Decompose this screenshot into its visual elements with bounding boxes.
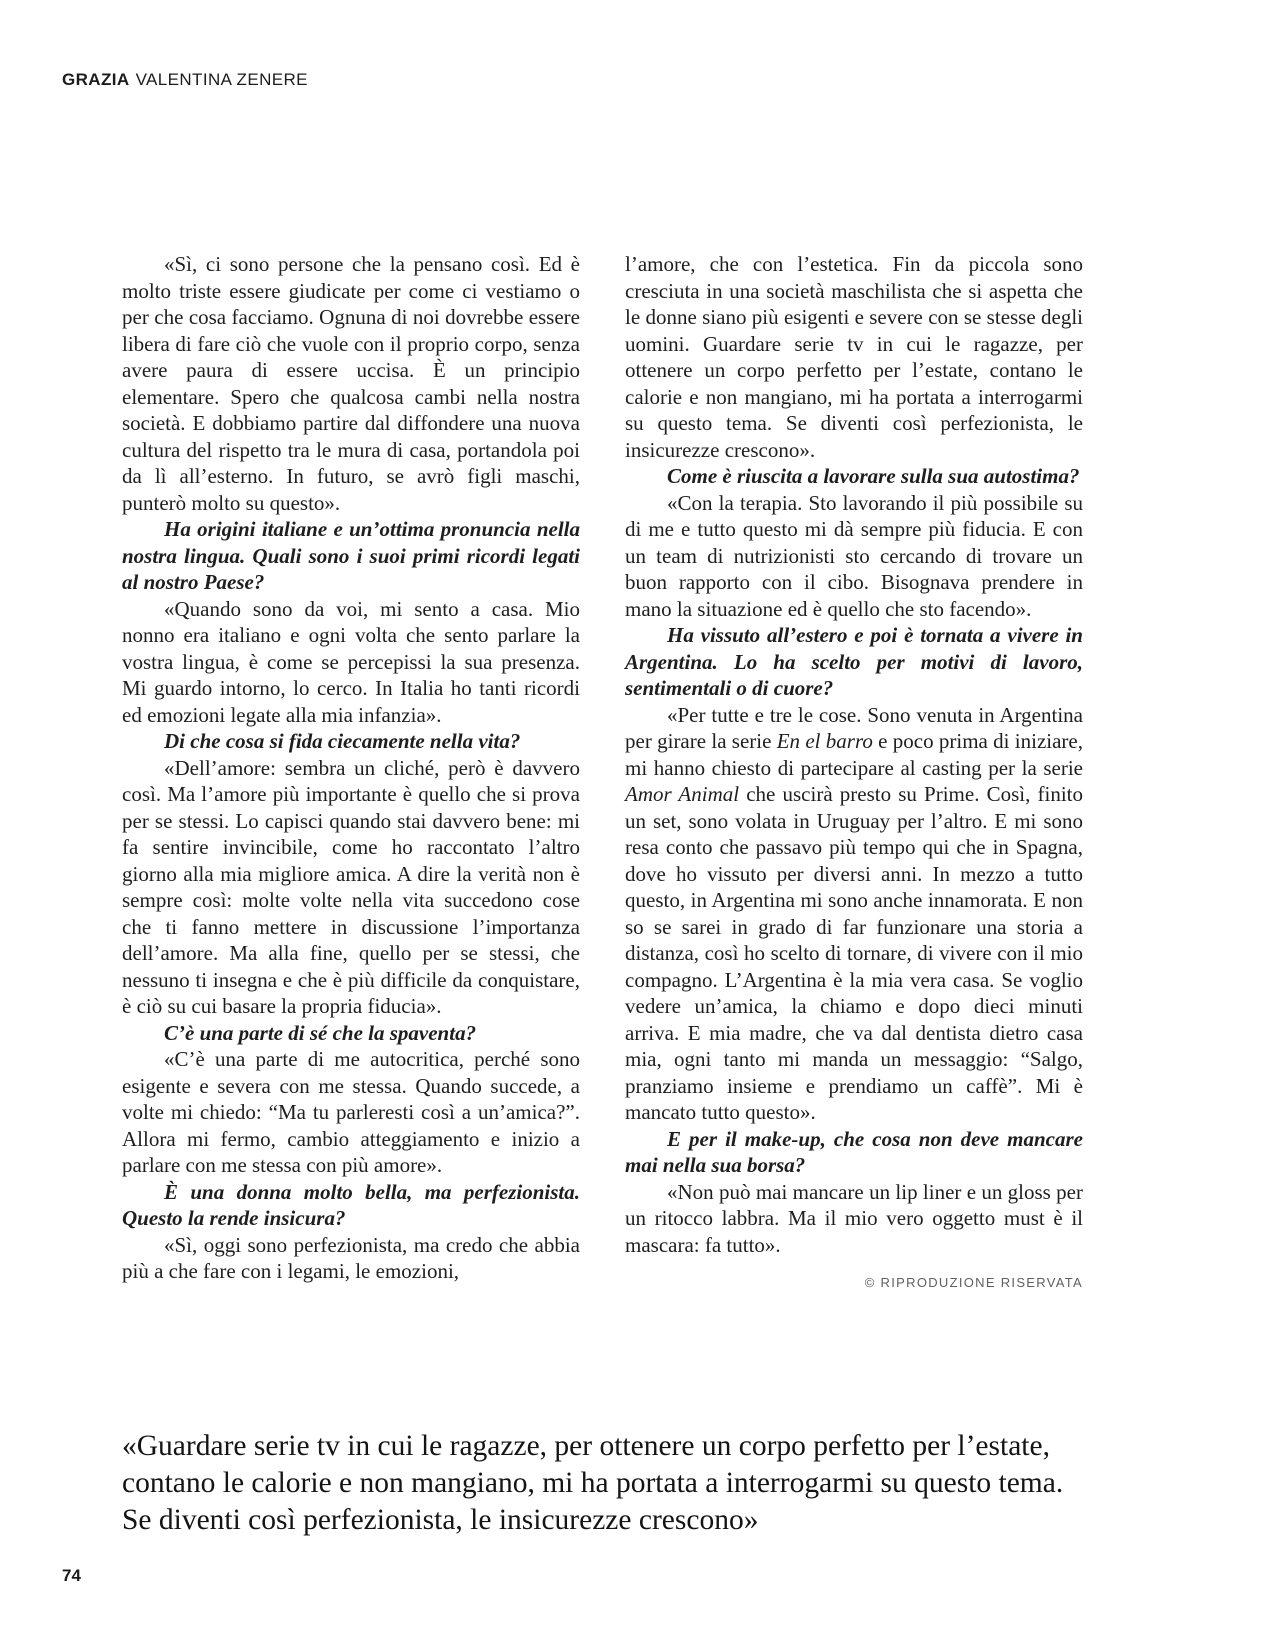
interview-answer: «C’è una parte di me autocritica, perché sono esigente e severa con me stessa. Quando succede, a volte mi chiedo: “Ma tu parleresti così a un’amica?”. Allora mi fermo, cambio atteggiamento e inizio a parlare con me stessa con più amore». xyxy=(122,1047,580,1177)
interview-answer xyxy=(625,702,1083,1126)
pull-quote: «Guardare serie tv in cui le ragazze, per ottenere un corpo perfetto per l’estate, contano le calorie e non mangiano, mi ha portata a interrogarmi su questo tema. Se diventi così perfezionista, le insicurezze crescono» xyxy=(122,1430,1064,1536)
interview-question: C’è una parte di sé che la spaventa? xyxy=(164,1020,477,1045)
interview-answer: «Non può mai mancare un lip liner e un gloss per un ritocco labbra. Ma il mio vero oggetto must è il mascara: fa tutto». xyxy=(625,1179,1083,1257)
series-title-en-el-barro: En el barro xyxy=(776,729,873,753)
interview-question: Come è riuscita a lavorare sulla sua autostima? xyxy=(667,464,1080,488)
interview-question: E per il make-up, che cosa non deve mancare mai nella sua borsa? xyxy=(625,1126,1083,1177)
interview-answer: l’amore, che con l’estetica. Fin da piccola sono cresciuta in una società maschilista che si aspetta che le donne siano più esigenti e severe con se stesse degli uomini. Guardare serie tv in cui le ragazze, per ottenere un corpo perfetto per l’estate, contano le calorie e non mangiano, mi ha portata a interrogarmi su questo tema. Se diventi così perfezionista, le insicurezze crescono». xyxy=(625,252,1083,462)
magazine-brand: GRAZIA xyxy=(62,70,130,89)
article-subject: VALENTINA ZENERE xyxy=(135,70,308,89)
interview-question: Ha vissuto all’estero e poi è tornata a vivere in Argentina. Lo ha scelto per motivi di lavoro, sentimentali o di cuore? xyxy=(625,623,1083,700)
series-title-amor-animal: Amor Animal xyxy=(625,782,740,806)
interview-answer: «Con la terapia. Sto lavorando il più possibile su di me e tutto questo mi dà sempre più fiducia. E con un team di nutrizionisti sto cercando di trovare un buon rapporto con il cibo. Bisognava prendere in mano la situazione ed è quello che sto facendo». xyxy=(625,490,1083,621)
reproduction-notice: © RIPRODUZIONE RISERVATA xyxy=(864,1275,1083,1290)
interview-answer: «Sì, oggi sono perfezionista, ma credo che abbia più a che fare con i legami, le emozioni, xyxy=(122,1232,580,1283)
article-left-column xyxy=(122,251,580,1297)
interview-answer: «Dell’amore: sembra un cliché, però è davvero così. Ma l’amore più importante è quello che si prova per se stessi. Lo capisci quando stai davvero bene: mi fa sentire invincibile, come ho raccontato l’altro giorno alla mia migliore amica. A dire la verità non è sempre così: molte volte nella vita succedono cose che ti fanno mettere in discussione l’importanza dell’amore. Ma alla fine, quello per se stessi, che nessuno ti insegna e che è più difficile da conquistare, è ciò su cui basare la propria fiducia». xyxy=(122,755,580,1018)
interview-answer: «Sì, ci sono persone che la pensano così. Ed è molto triste essere giudicate per come ci vestiamo o per che cosa facciamo. Ognuna di noi dovrebbe essere libera di fare ciò che vuole con il proprio corpo, senza avere paura di essere uccisa. È un principio elementare. Spero che qualcosa cambi nella nostra società. E dobbiamo partire dal diffondere una nuova cultura del rispetto tra le mura di casa, portandola poi da lì all’esterno. In futuro, se avrò figli maschi, punterò molto su questo». xyxy=(122,252,580,515)
page-header xyxy=(62,70,308,90)
interview-question: Ha origini italiane e un’ottima pronuncia nella nostra lingua. Quali sono i suoi primi ricordi legati al nostro Paese? xyxy=(122,517,580,594)
article-right-column xyxy=(625,251,1083,1297)
answer-text: che uscirà presto su Prime. Così, finito un set, sono volata in Uruguay per l’altro. E mi sono resa conto che passavo più tempo qui che in Spagna, dove ho vissuto per diversi anni. In mezzo a tutto questo, in Argentina mi sono anche innamorata. E non so se sarei in grado di far funzionare una storia a distanza, così ho scelto di tornare, di vivere con il mio compagno. L’Argentina è la mia vera casa. Se voglio vedere un’amica, la chiamo e dopo dieci minuti arriva. E mia madre, che va dal dentista dietro casa mia, ogni tanto mi manda un messaggio: “Salgo, pranziamo insieme e prendiamo un caffè”. Mi è mancato tutto questo». xyxy=(625,782,1083,1124)
answer-text: e poco prima di iniziare, mi hanno chiesto di partecipare al casting per la serie xyxy=(625,729,1083,780)
answer-text: «Per tutte e tre le cose. Sono venuta in Argentina per girare la serie xyxy=(625,702,1083,753)
interview-answer: «Quando sono da voi, mi sento a casa. Mio nonno era italiano e ogni volta che sento parlare la vostra lingua, è come se percepissi la sua presenza. Mi guardo intorno, lo cerco. In Italia ho tanti ricordi ed emozioni legate alla mia infanzia». xyxy=(122,596,580,727)
page-number: 74 xyxy=(62,1566,81,1585)
interview-question: È una donna molto bella, ma perfezionista. Questo la rende insicura? xyxy=(122,1179,580,1230)
article-body xyxy=(122,251,1084,1297)
interview-question: Di che cosa si fida ciecamente nella vita? xyxy=(164,729,521,753)
